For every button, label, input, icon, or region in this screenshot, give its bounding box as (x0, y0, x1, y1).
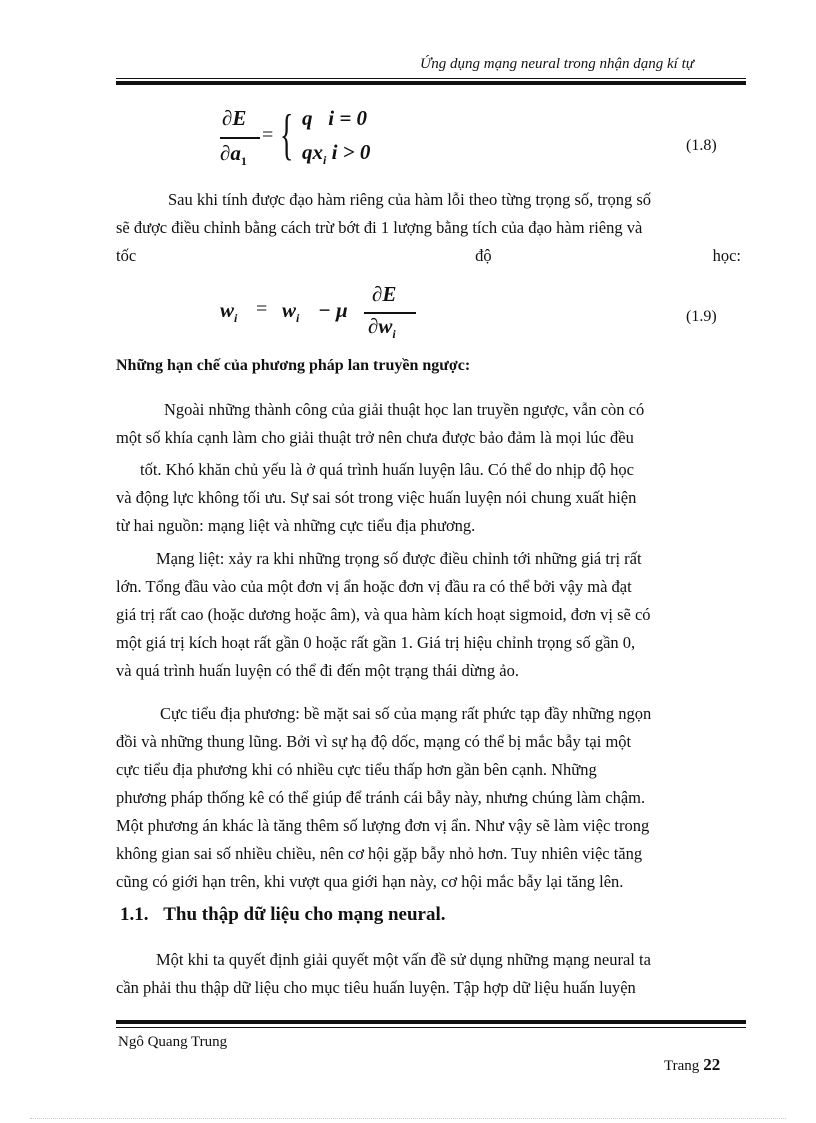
para5-line2: cần phải thu thập dữ liệu cho mục tiêu huấn luyện. Tập hợp dữ liệu huấn luyện (116, 978, 636, 997)
footer-page (664, 1055, 720, 1075)
eq18-denominator: $\partial a_1$ (220, 141, 247, 169)
para4-line1: Cực tiểu địa phương: bề mặt sai số của mạng rất phức tạp đầy những ngọn (160, 704, 652, 723)
eq18-equals: = (262, 124, 274, 146)
para2-line5: từ hai nguồn: mạng liệt và những cực tiểu địa phương. (116, 516, 476, 535)
paragraph-limitations (116, 396, 741, 540)
eq18-numerator: ∂E (222, 106, 247, 130)
section-title: Thu thập dữ liệu cho mạng neural. (163, 904, 446, 925)
para4-line3: cực tiểu địa phương khi có nhiều cực tiểu thấp hơn gần bên cạnh. Những (116, 760, 597, 779)
eq18-number: (1.8) (686, 137, 717, 154)
para5-line1: Một khi ta quyết định giải quyết một vấn đề sử dụng những mạng neural ta (156, 950, 651, 969)
para4-line6: không gian sai số nhiều chiều, nên cơ hội gặp bẫy nhỏ hơn. Tuy nhiên việc tăng (116, 844, 643, 863)
section-heading (120, 904, 445, 926)
limitations-heading: Những hạn chế của phương pháp lan truyền ngược: (116, 357, 471, 374)
para1-line3: tốc độ học: (116, 246, 741, 265)
eq19-number: (1.9) (686, 308, 717, 325)
eq18-case2: $qx_i$ i > 0 (302, 140, 371, 168)
footer-author: Ngô Quang Trung (118, 1034, 228, 1050)
para2-line2: một số khía cạnh làm cho giải thuật trở nên chưa được bảo đảm là mọi lúc đều (116, 428, 634, 447)
para4-line4: phương pháp thống kê có thể giúp để tránh cái bẫy này, nhưng chúng làm chậm. (116, 788, 646, 807)
eq19-equals: = (256, 298, 268, 320)
eq18-case1: q i = 0 (302, 106, 368, 130)
paragraph-data-collection (116, 946, 741, 1002)
eq18-brace: { (280, 104, 294, 166)
para3-line1: Mạng liệt: xảy ra khi những trọng số được điều chỉnh tới những giá trị rất (156, 549, 642, 568)
para2-line3: tốt. Khó khăn chủ yếu là ở quá trình huấn luyện lâu. Có thể do nhịp độ học (140, 460, 635, 479)
footer-rule-thin (116, 1027, 746, 1028)
section-number: 1.1. (120, 904, 149, 925)
para1-line1: Sau khi tính được đạo hàm riêng của hàm lỗi theo từng trọng số, trọng số (168, 190, 652, 209)
eq19-lhs: $w_i$ (220, 298, 238, 326)
para3-line5: và quá trình huấn luyện có thể đi đến một trạng thái dừng ảo. (116, 661, 520, 680)
equation-1-9 (218, 284, 438, 344)
page-label: Trang (664, 1058, 700, 1074)
eq19-frac-den: $\partial w_i$ (368, 314, 396, 342)
paragraph-derivative (116, 186, 741, 270)
equation-1-8 (218, 104, 398, 174)
page-number: 22 (703, 1055, 721, 1074)
para3-line3: giá trị rất cao (hoặc dương hoặc âm), và qua hàm kích hoạt sigmoid, đơn vị sẽ có (116, 605, 651, 624)
para3-line4: một giá trị kích hoạt rất gần 0 hoặc rất gần 1. Giá trị hiệu chỉnh trọng số gần 0, (116, 633, 636, 652)
header-rule-thin (116, 78, 746, 79)
para2-line1: Ngoài những thành công của giải thuật học lan truyền ngược, vẫn còn có (164, 400, 645, 419)
eq19-frac-num: ∂E (372, 282, 397, 306)
para4-line7: cũng có giới hạn trên, khi vượt qua giới hạn này, cơ hội mắc bẫy lại tăng lên. (116, 872, 624, 891)
paragraph-local-minima (116, 700, 741, 896)
header-title: Ứng dụng mạng neural trong nhận dạng kí tự (420, 56, 694, 72)
para1-line2: sẽ được điều chỉnh bằng cách trừ bớt đi 1 lượng bằng tích của đạo hàm riêng và (116, 218, 643, 237)
para4-line2: đồi và những thung lũng. Bởi vì sự hạ độ dốc, mạng có thể bị mắc bẫy tại một (116, 732, 632, 751)
para4-line5: Một phương án khác là tăng thêm số lượng đơn vị ẩn. Như vậy sẽ làm việc trong (116, 816, 650, 835)
eq19-minus-mu: − μ (318, 298, 348, 322)
eq18-fraction-bar (220, 137, 260, 139)
para3-line2: lớn. Tổng đầu vào của một đơn vị ẩn hoặc đơn vị đầu ra có thể bởi vậy mà đạt (116, 577, 632, 596)
header-rule-thick (116, 81, 746, 85)
para2-line4: và động lực không tối ưu. Sự sai sót trong việc huấn luyện nói chung xuất hiện (116, 488, 637, 507)
page-bottom-dotted-line (30, 1118, 786, 1119)
paragraph-network-paralysis (116, 545, 741, 685)
eq19-rhs: $w_i$ (282, 298, 300, 326)
footer-rule-thick (116, 1020, 746, 1024)
